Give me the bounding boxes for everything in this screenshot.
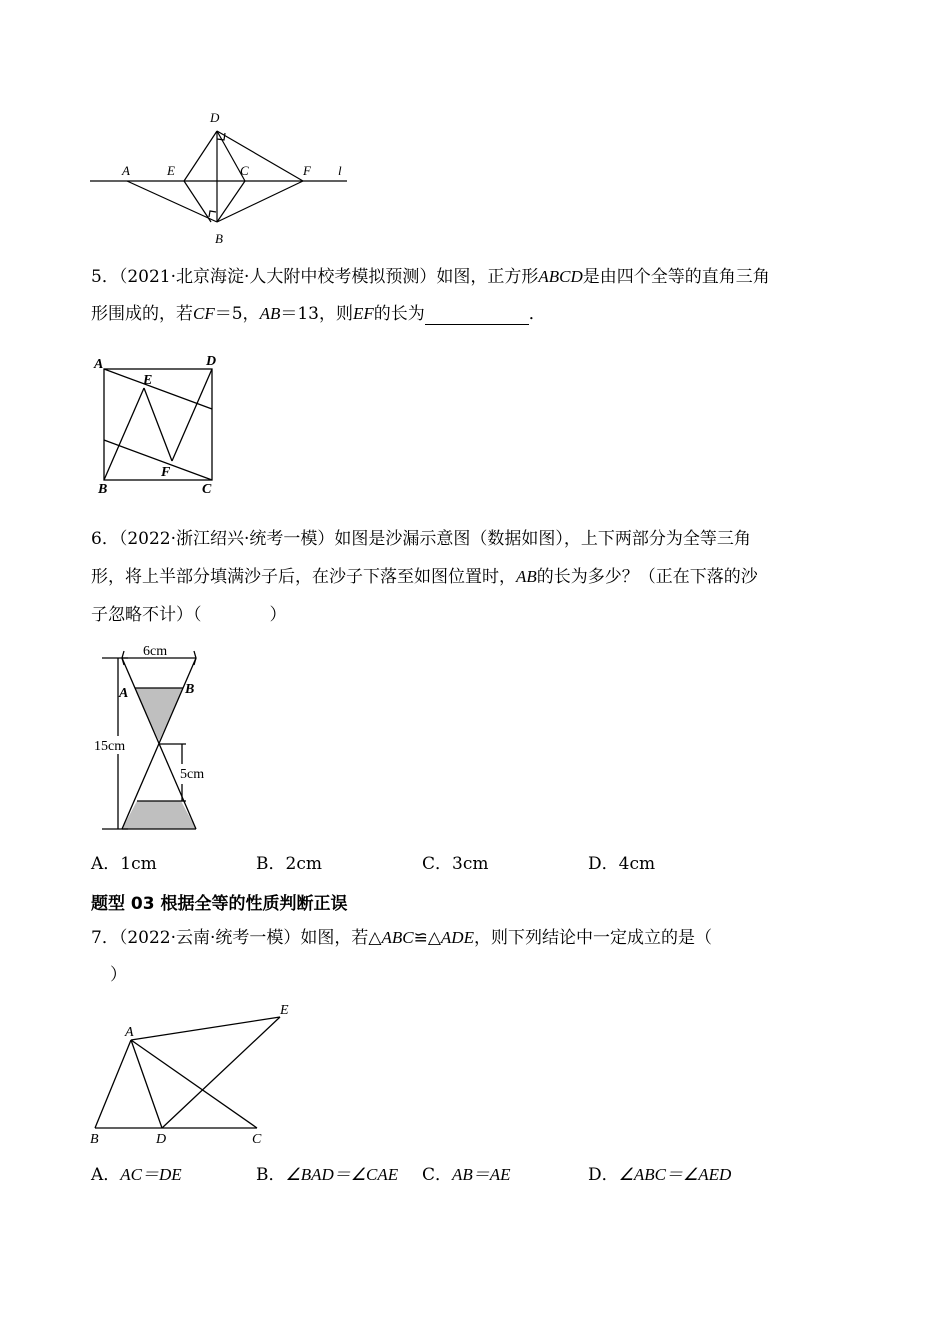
label-C: C <box>240 163 249 178</box>
q5-line2 <box>91 303 546 325</box>
q6-label-lower: 5cm <box>180 767 205 782</box>
q7-option-d[interactable]: D．∠ABC＝∠AED <box>588 1165 732 1185</box>
q7-option-b[interactable]: B．∠BAD＝∠CAE <box>256 1165 399 1185</box>
q7-label-C: C <box>252 1132 262 1147</box>
q5-ab-val: ＝13，则 <box>280 304 353 324</box>
q6-line3 <box>91 604 287 626</box>
label-F: F <box>303 163 311 178</box>
label-D: D <box>210 110 220 125</box>
q5-line1 <box>91 266 770 288</box>
q5-cf: CF <box>193 304 215 323</box>
q6-option-d[interactable]: D．4cm <box>588 854 656 874</box>
q7-cong: ≌△ <box>413 928 441 948</box>
q5-label-D: D <box>206 354 217 369</box>
q6-label-top: 6cm <box>143 644 168 659</box>
q5-label-E: E <box>143 373 153 388</box>
q5-end: ． <box>528 304 546 324</box>
q7-ade: ADE <box>440 928 474 947</box>
q5-line2-a: 形围成的，若 <box>91 304 193 324</box>
q7-label-B: B <box>90 1132 99 1147</box>
q6-ab: AB <box>516 567 537 586</box>
q5-label-C: C <box>202 482 212 497</box>
q7-figure-triangles <box>85 998 300 1148</box>
q7-abc: ABC <box>381 928 414 947</box>
q5-line2-b: 的长为 <box>373 304 425 324</box>
figure-line-triangles <box>85 105 355 250</box>
q6-source: （2022·浙江绍兴·统考一模） <box>118 529 335 549</box>
q6-text2-b: 的长为多少？（正在下落的沙 <box>536 567 758 587</box>
q5-source: （2021·北京海淀·人大附中校考模拟预测） <box>118 267 437 287</box>
label-A: A <box>122 163 130 178</box>
q7-text-a: 如图，若△ <box>300 928 382 948</box>
q7-label-D: D <box>156 1132 167 1147</box>
q7-label-A: A <box>125 1025 134 1040</box>
q6-text1: 如图是沙漏示意图（数据如图），上下两部分为全等三角 <box>334 529 751 549</box>
q6-number: 6． <box>91 529 119 549</box>
q6-text2-a: 形，将上半部分填满沙子后，在沙子下落至如图位置时， <box>91 567 516 587</box>
label-E: E <box>167 163 175 178</box>
q6-label-height: 15cm <box>94 739 126 754</box>
section-heading: 题型 03 根据全等的性质判断正误 <box>91 894 348 914</box>
q5-cf-val: ＝5， <box>214 304 260 324</box>
q7-number: 7． <box>91 928 119 948</box>
q6-option-b[interactable]: B．2cm <box>256 854 322 874</box>
q6-label-A: A <box>119 686 129 701</box>
q6-label-B: B <box>185 682 195 697</box>
q7-option-c[interactable]: C．AB＝AE <box>422 1165 511 1185</box>
q5-number: 5． <box>91 267 119 287</box>
label-B: B <box>215 231 223 246</box>
q7-option-a[interactable]: A．AC＝DE <box>91 1165 182 1185</box>
q7-line1 <box>91 927 712 949</box>
q7-line2 <box>110 964 127 986</box>
q5-abcd: ABCD <box>538 267 583 286</box>
q7-text-b: ，则下列结论中一定成立的是（ <box>473 928 712 948</box>
q6-text3: 子忽略不计）（ ） <box>91 605 287 625</box>
q5-label-A: A <box>94 357 104 372</box>
q5-answer-blank[interactable] <box>425 306 529 325</box>
q5-ef: EF <box>352 304 374 323</box>
q5-text-b: 是由四个全等的直角三角 <box>582 267 770 287</box>
q5-label-F: F <box>161 465 171 480</box>
q5-text-a: 如图，正方形 <box>436 267 539 287</box>
label-l: l <box>338 163 342 178</box>
q7-close-paren: ） <box>110 965 127 985</box>
q6-figure-hourglass <box>88 638 228 836</box>
q7-source: （2022·云南·统考一模） <box>118 928 301 948</box>
q6-line1 <box>91 528 751 550</box>
q6-line2 <box>91 566 758 588</box>
q7-label-E: E <box>280 1003 289 1018</box>
q5-figure-square <box>88 348 228 498</box>
q6-option-c[interactable]: C．3cm <box>422 854 489 874</box>
q5-ab: AB <box>259 304 281 323</box>
q5-label-B: B <box>98 482 108 497</box>
q6-option-a[interactable]: A．1cm <box>91 854 157 874</box>
